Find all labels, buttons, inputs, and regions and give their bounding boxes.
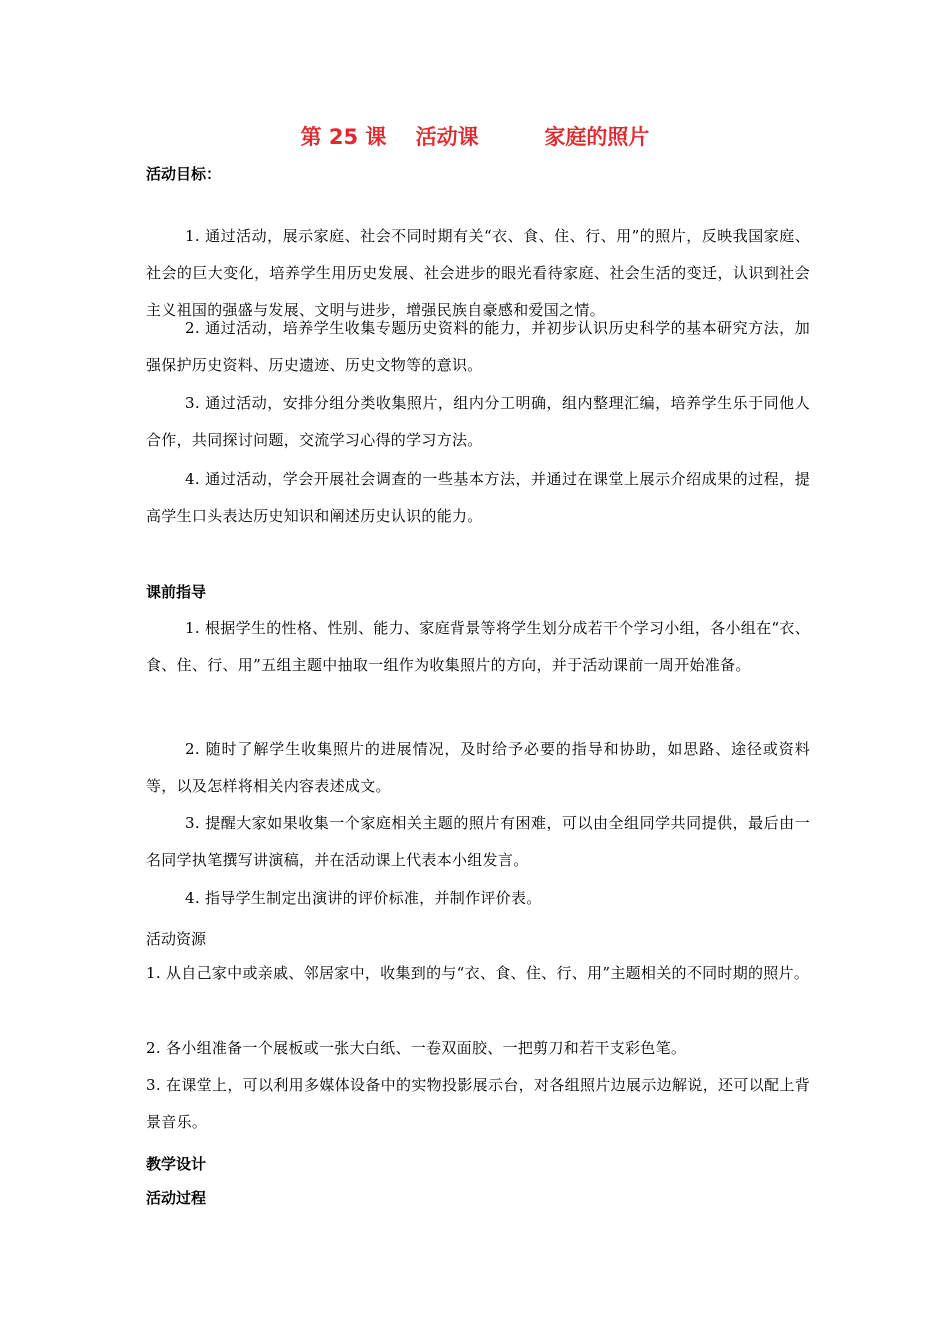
- section-heading-design: 教学设计: [146, 1155, 207, 1173]
- section-heading-process: 活动过程: [146, 1189, 207, 1207]
- guidance-item-4: 4. 指导学生制定出演讲的评价标准，并制作评价表。: [185, 889, 542, 907]
- page-title: 第 25 课 活动课 家庭的照片: [300, 125, 650, 149]
- section-heading-guidance: 课前指导: [146, 583, 207, 601]
- guidance-item-1: 1. 根据学生的性格、性别、能力、家庭背景等将学生划分成若干个学习小组，各小组在“衣、食、住、行、用”五组主题中抽取一组作为收集照片的方向，并于活动课前一周开始准备。: [146, 619, 810, 674]
- goal-item-4: 4. 通过活动，学会开展社会调查的一些基本方法，并通过在课堂上展示介绍成果的过程，提高学生口头表达历史知识和阐述历史认识的能力。: [146, 470, 810, 525]
- goal-item-2: 2. 通过活动，培养学生收集专题历史资料的能力，并初步认识历史科学的基本研究方法，加强保护历史资料、历史遗迹、历史文物等的意识。: [146, 319, 810, 374]
- guidance-item-2: 2. 随时了解学生收集照片的进展情况，及时给予必要的指导和协助，如思路、途径或资料等，以及怎样将相关内容表述成文。: [146, 740, 810, 795]
- resource-item-2: 2. 各小组准备一个展板或一张大白纸、一卷双面胶、一把剪刀和若干支彩色笔。: [146, 1039, 687, 1057]
- goal-item-1: 1. 通过活动，展示家庭、社会不同时期有关“衣、食、住、行、用”的照片，反映我国家庭、社会的巨大变化，培养学生用历史发展、社会进步的眼光看待家庭、社会生活的变迁，认识到社会主义祖国的强盛与发展、文明与进步，增强民族自豪感和爱国之情。: [146, 227, 810, 319]
- section-heading-goals: 活动目标：: [146, 165, 222, 183]
- section-heading-resources: 活动资源: [146, 930, 207, 948]
- guidance-item-3: 3. 提醒大家如果收集一个家庭相关主题的照片有困难，可以由全组同学共同提供，最后由一名同学执笔撰写讲演稿，并在活动课上代表本小组发言。: [146, 814, 810, 869]
- resource-item-1: 1. 从自己家中或亲戚、邻居家中，收集到的与“衣、食、住、行、用”主题相关的不同时期的照片。: [146, 964, 810, 982]
- goal-item-3: 3. 通过活动，安排分组分类收集照片，组内分工明确，组内整理汇编，培养学生乐于同他人合作，共同探讨问题，交流学习心得的学习方法。: [146, 394, 810, 449]
- resource-item-3: 3. 在课堂上，可以利用多媒体设备中的实物投影展示台，对各组照片边展示边解说，还可以配上背景音乐。: [146, 1076, 810, 1131]
